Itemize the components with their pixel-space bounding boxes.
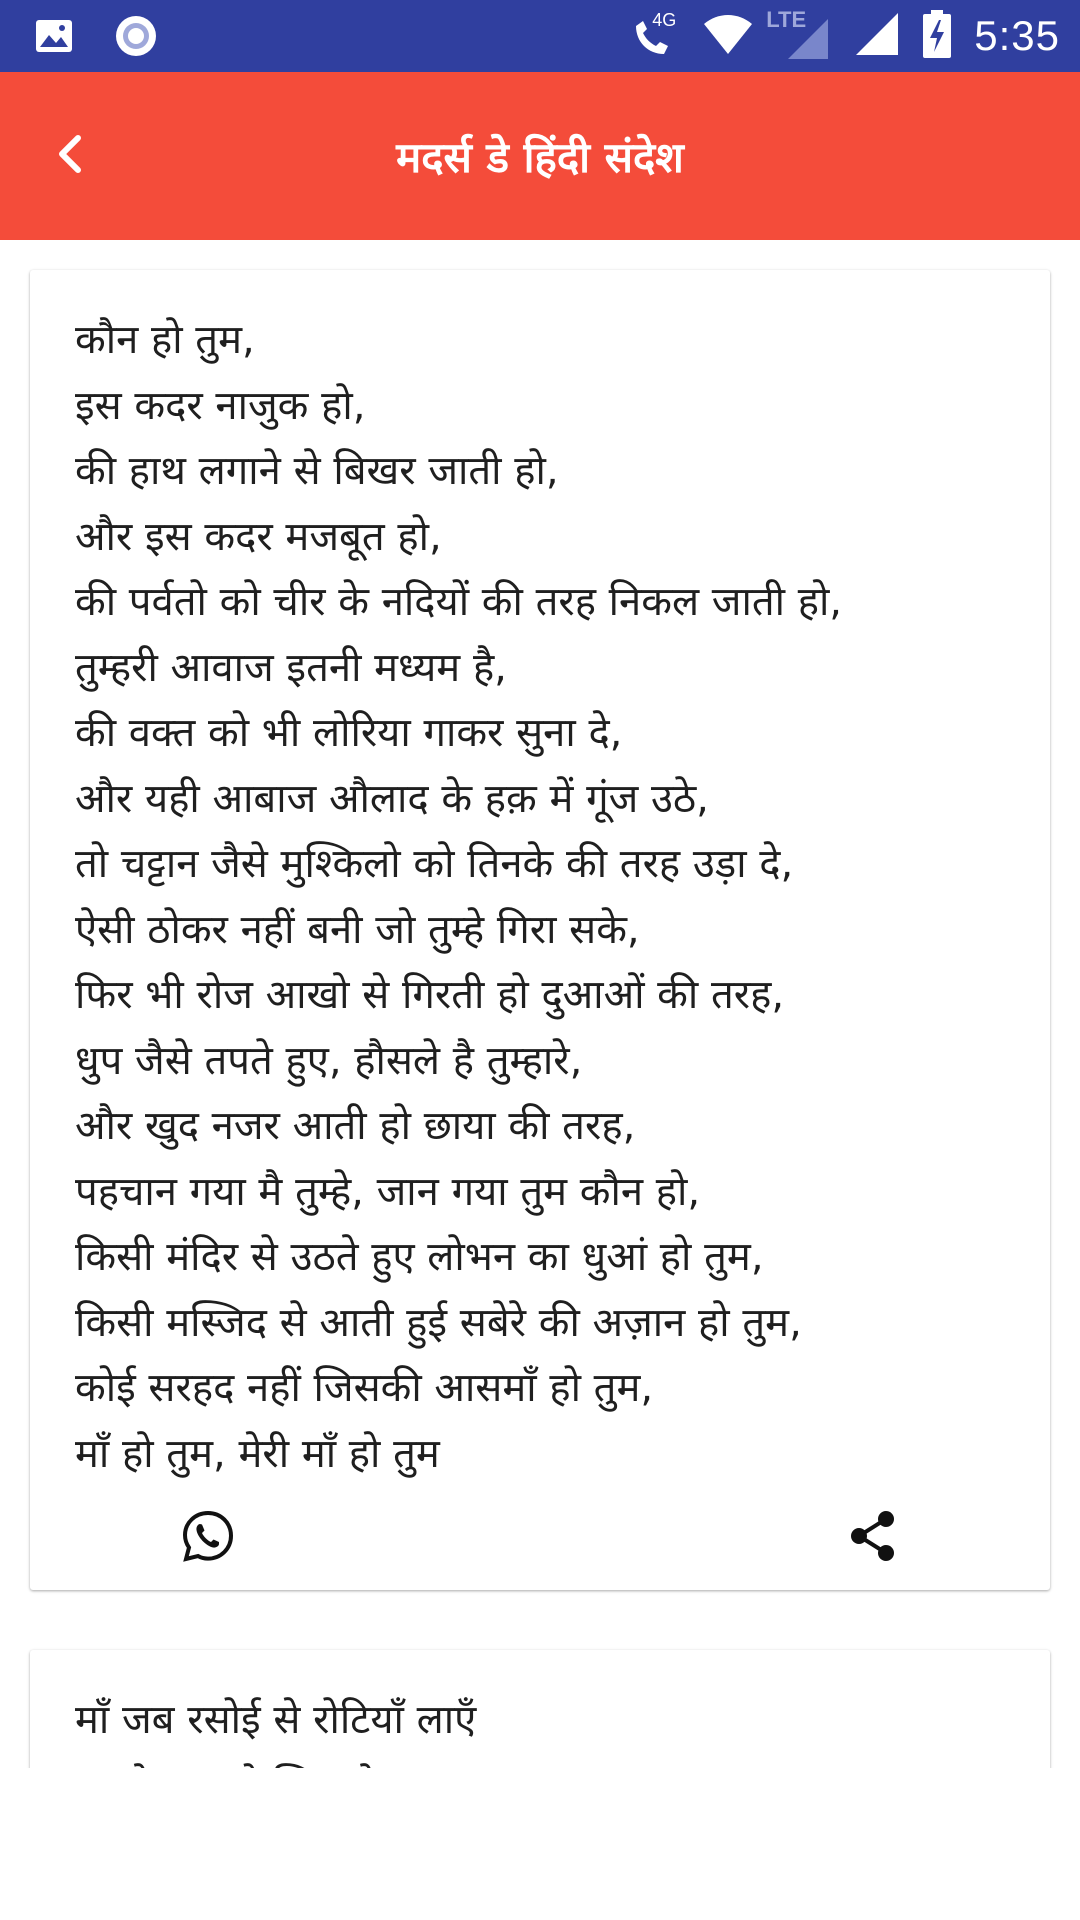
lte-label: LTE (766, 7, 807, 32)
message-text: माँ जब रसोई से रोटियाँ लाएँ (75, 1697, 477, 1743)
share-icon (848, 1509, 898, 1567)
page-title: मदर्स डे हिंदी संदेश (396, 132, 684, 182)
wifi-icon (702, 12, 754, 60)
network-type-label: 4G (652, 10, 677, 30)
share-button[interactable] (835, 1500, 910, 1575)
whatsapp-share-button[interactable] (170, 1500, 245, 1575)
message-card (30, 270, 1050, 1590)
whatsapp-icon (181, 1509, 235, 1567)
image-icon (34, 16, 74, 60)
phone-wifi-icon (630, 12, 680, 60)
status-time: 5:35 (974, 12, 1060, 59)
signal-icon (854, 11, 900, 61)
circle-app-icon (114, 14, 158, 62)
battery-charging-icon (922, 10, 952, 62)
lte-signal-icon (766, 7, 832, 61)
message-text: कौन हो तुम, इस कदर नाजुक हो, की हाथ लगाने से बिखर जाती हो, और इस कदर मजबूत हो, की पर्वतो को चीर के नदियों की तरह निकल जाती हो, तुम्हरी आवाज इतनी मध्यम है, की वक्त को भी लोरिया गाकर सुना दे, और यही आबाज औलाद के हक़ में गूंज उठे, तो चट्टान जैसे मुश्किलो को तिनके की तरह उड़ा दे, ऐसी ठोकर नहीं बनी जो तुम्हे गिरा सके, फिर भी रोज आखो से गिरती हो दुआओं की तरह, धुप जैसे तपते हुए, हौसले है तुम्हारे, और खुद नजर आती हो छाया की तरह, पहचान गया मै तुम्हे, जान गया तुम कौन हो, किसी मंदिर से उठते हुए लोभन का धुआं हो तुम, किसी मस्जिद से आती हुई सबेरे की अज़ान हो तुम, कोई सरहद नहीं जिसकी आसमाँ हो तुम, माँ हो तुम, मेरी माँ हो तुम (75, 317, 843, 1477)
chevron-left-icon (52, 132, 88, 180)
app-bar (0, 72, 1080, 240)
message-list[interactable] (0, 240, 1080, 1768)
card-actions (30, 1480, 1050, 1590)
back-button[interactable] (30, 116, 110, 196)
bottom-blank-area (0, 1768, 1080, 1920)
status-bar (0, 0, 1080, 72)
